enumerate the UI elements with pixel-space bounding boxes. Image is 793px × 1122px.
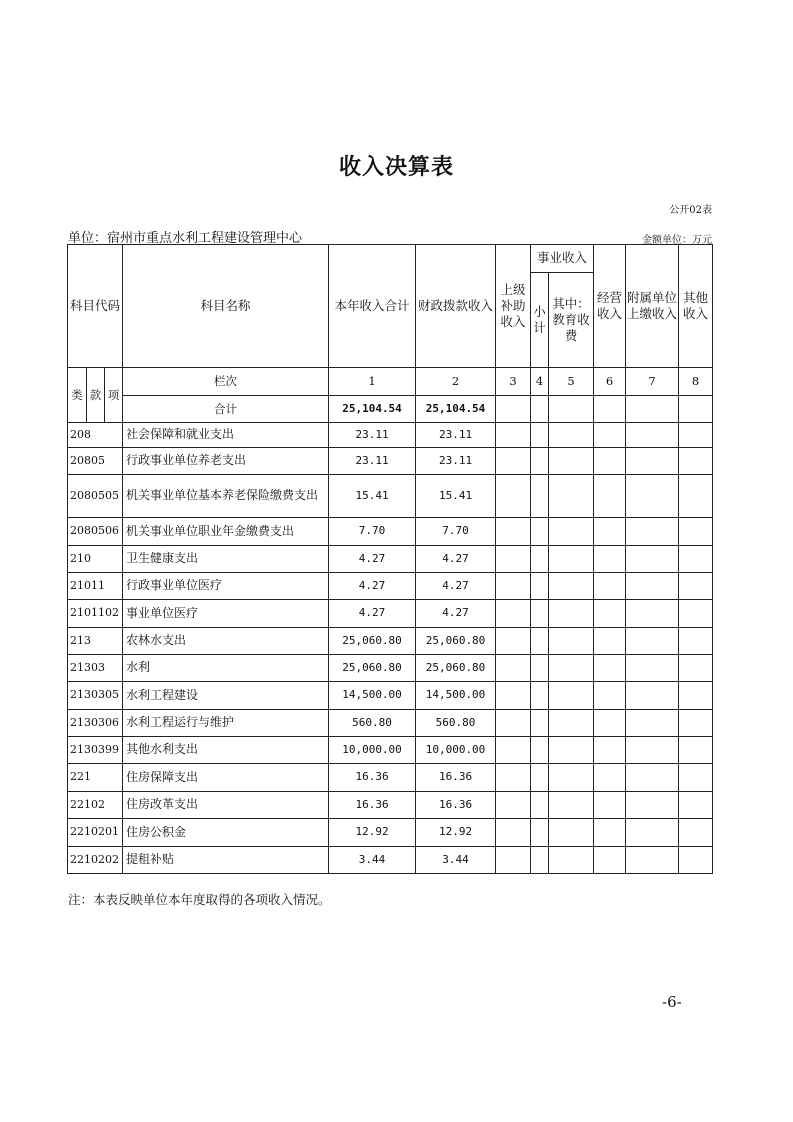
empty-cell xyxy=(531,600,549,628)
row-fiscal: 16.36 xyxy=(416,792,496,819)
empty-cell xyxy=(679,655,713,682)
empty-cell xyxy=(679,396,713,423)
row-code: 2080506 xyxy=(68,518,123,546)
empty-cell xyxy=(549,448,594,475)
empty-cell xyxy=(679,710,713,737)
column-number: 5 xyxy=(549,368,594,396)
column-number-row xyxy=(68,368,713,396)
empty-cell xyxy=(549,764,594,792)
row-total: 3.44 xyxy=(329,847,416,874)
row-name: 住房改革支出 xyxy=(123,792,329,819)
row-total: 4.27 xyxy=(329,600,416,628)
empty-cell xyxy=(496,600,531,628)
table-row xyxy=(68,682,713,710)
empty-cell xyxy=(626,518,679,546)
row-name: 住房公积金 xyxy=(123,819,329,847)
empty-cell xyxy=(531,396,549,423)
empty-cell xyxy=(679,764,713,792)
empty-cell xyxy=(626,546,679,573)
income-table xyxy=(67,244,713,874)
row-name: 水利工程建设 xyxy=(123,682,329,710)
empty-cell xyxy=(626,396,679,423)
row-total: 7.70 xyxy=(329,518,416,546)
empty-cell xyxy=(626,475,679,518)
row-total: 25,060.80 xyxy=(329,655,416,682)
empty-cell xyxy=(594,600,626,628)
row-code: 221 xyxy=(68,764,123,792)
data-rows xyxy=(68,423,713,874)
row-fiscal: 15.41 xyxy=(416,475,496,518)
empty-cell xyxy=(594,628,626,655)
column-label: 栏次 xyxy=(123,368,329,396)
row-fiscal: 4.27 xyxy=(416,600,496,628)
header-row-1 xyxy=(68,245,713,273)
empty-cell xyxy=(549,423,594,448)
empty-cell xyxy=(679,792,713,819)
column-number: 7 xyxy=(626,368,679,396)
empty-cell xyxy=(496,847,531,874)
empty-cell xyxy=(594,546,626,573)
row-name: 其他水利支出 xyxy=(123,737,329,764)
header-lei: 类 xyxy=(68,368,87,423)
row-total: 16.36 xyxy=(329,792,416,819)
row-total: 15.41 xyxy=(329,475,416,518)
header-subtotal: 小计 xyxy=(531,273,549,368)
empty-cell xyxy=(594,847,626,874)
empty-cell xyxy=(626,682,679,710)
header-code: 科目代码 xyxy=(68,245,123,368)
header-superior: 上级补助收入 xyxy=(496,245,531,368)
row-fiscal: 10,000.00 xyxy=(416,737,496,764)
empty-cell xyxy=(531,546,549,573)
row-total: 12.92 xyxy=(329,819,416,847)
empty-cell xyxy=(626,573,679,600)
row-fiscal: 25,060.80 xyxy=(416,655,496,682)
row-code: 2210202 xyxy=(68,847,123,874)
empty-cell xyxy=(679,518,713,546)
empty-cell xyxy=(594,518,626,546)
empty-cell xyxy=(679,546,713,573)
column-number: 1 xyxy=(329,368,416,396)
row-fiscal: 23.11 xyxy=(416,423,496,448)
empty-cell xyxy=(679,819,713,847)
row-name: 农林水支出 xyxy=(123,628,329,655)
row-code: 22102 xyxy=(68,792,123,819)
row-code: 20805 xyxy=(68,448,123,475)
row-code: 21303 xyxy=(68,655,123,682)
header-other: 其他收入 xyxy=(679,245,713,368)
row-name: 行政事业单位医疗 xyxy=(123,573,329,600)
empty-cell xyxy=(531,847,549,874)
empty-cell xyxy=(531,764,549,792)
row-code: 208 xyxy=(68,423,123,448)
empty-cell xyxy=(594,396,626,423)
row-fiscal: 560.80 xyxy=(416,710,496,737)
table-row xyxy=(68,518,713,546)
row-fiscal: 3.44 xyxy=(416,847,496,874)
row-fiscal: 23.11 xyxy=(416,448,496,475)
empty-cell xyxy=(679,423,713,448)
empty-cell xyxy=(549,655,594,682)
table-row xyxy=(68,546,713,573)
empty-cell xyxy=(594,792,626,819)
empty-cell xyxy=(549,737,594,764)
empty-cell xyxy=(531,819,549,847)
column-number: 2 xyxy=(416,368,496,396)
table-row xyxy=(68,655,713,682)
empty-cell xyxy=(549,847,594,874)
summary-fiscal: 25,104.54 xyxy=(416,396,496,423)
empty-cell xyxy=(594,448,626,475)
empty-cell xyxy=(531,475,549,518)
table-row xyxy=(68,819,713,847)
table-row xyxy=(68,847,713,874)
summary-total: 25,104.54 xyxy=(329,396,416,423)
empty-cell xyxy=(549,573,594,600)
empty-cell xyxy=(531,737,549,764)
row-name: 社会保障和就业支出 xyxy=(123,423,329,448)
row-code: 2080505 xyxy=(68,475,123,518)
empty-cell xyxy=(679,475,713,518)
row-code: 210 xyxy=(68,546,123,573)
row-total: 23.11 xyxy=(329,423,416,448)
empty-cell xyxy=(626,600,679,628)
row-code: 2130306 xyxy=(68,710,123,737)
page-number: -6- xyxy=(662,993,682,1011)
table-row xyxy=(68,710,713,737)
row-fiscal: 16.36 xyxy=(416,764,496,792)
empty-cell xyxy=(549,682,594,710)
empty-cell xyxy=(531,682,549,710)
table-row xyxy=(68,792,713,819)
header-business-group: 事业收入 xyxy=(531,245,594,273)
empty-cell xyxy=(531,655,549,682)
empty-cell xyxy=(626,710,679,737)
table-row xyxy=(68,573,713,600)
header-operating: 经营收入 xyxy=(594,245,626,368)
empty-cell xyxy=(679,682,713,710)
empty-cell xyxy=(594,737,626,764)
empty-cell xyxy=(496,448,531,475)
empty-cell xyxy=(531,573,549,600)
empty-cell xyxy=(594,710,626,737)
empty-cell xyxy=(626,628,679,655)
row-name: 住房保障支出 xyxy=(123,764,329,792)
table-row xyxy=(68,475,713,518)
empty-cell xyxy=(594,819,626,847)
empty-cell xyxy=(626,423,679,448)
empty-cell xyxy=(549,628,594,655)
row-total: 4.27 xyxy=(329,573,416,600)
empty-cell xyxy=(594,475,626,518)
table-row xyxy=(68,448,713,475)
row-fiscal: 25,060.80 xyxy=(416,628,496,655)
column-number: 6 xyxy=(594,368,626,396)
empty-cell xyxy=(679,448,713,475)
empty-cell xyxy=(496,518,531,546)
empty-cell xyxy=(496,792,531,819)
header-fiscal: 财政拨款收入 xyxy=(416,245,496,368)
page-title: 收入决算表 xyxy=(338,155,454,180)
empty-cell xyxy=(549,792,594,819)
empty-cell xyxy=(531,518,549,546)
empty-cell xyxy=(531,628,549,655)
header-xiang: 项 xyxy=(105,368,123,423)
row-code: 2130399 xyxy=(68,737,123,764)
empty-cell xyxy=(626,737,679,764)
empty-cell xyxy=(594,423,626,448)
empty-cell xyxy=(626,792,679,819)
empty-cell xyxy=(496,573,531,600)
empty-cell xyxy=(496,710,531,737)
empty-cell xyxy=(531,423,549,448)
empty-cell xyxy=(531,792,549,819)
empty-cell xyxy=(496,475,531,518)
empty-cell xyxy=(594,682,626,710)
empty-cell xyxy=(531,448,549,475)
summary-row xyxy=(68,396,713,423)
empty-cell xyxy=(531,710,549,737)
empty-cell xyxy=(549,600,594,628)
row-fiscal: 4.27 xyxy=(416,546,496,573)
header-education: 其中：教育收费 xyxy=(549,273,594,368)
row-name: 机关事业单位职业年金缴费支出 xyxy=(123,518,329,546)
row-total: 14,500.00 xyxy=(329,682,416,710)
row-name: 事业单位医疗 xyxy=(123,600,329,628)
empty-cell xyxy=(549,518,594,546)
row-total: 4.27 xyxy=(329,546,416,573)
empty-cell xyxy=(496,546,531,573)
table-row xyxy=(68,764,713,792)
row-name: 提租补贴 xyxy=(123,847,329,874)
empty-cell xyxy=(496,655,531,682)
row-code: 2101102 xyxy=(68,600,123,628)
footnote: 注：本表反映单位本年度取得的各项收入情况。 xyxy=(68,892,331,907)
unit-label: 单位：宿州市重点水利工程建设管理中心 xyxy=(68,231,303,246)
empty-cell xyxy=(496,764,531,792)
table-row xyxy=(68,423,713,448)
row-name: 卫生健康支出 xyxy=(123,546,329,573)
row-name: 水利工程运行与维护 xyxy=(123,710,329,737)
empty-cell xyxy=(679,573,713,600)
empty-cell xyxy=(626,764,679,792)
empty-cell xyxy=(594,764,626,792)
empty-cell xyxy=(496,396,531,423)
empty-cell xyxy=(496,737,531,764)
row-fiscal: 7.70 xyxy=(416,518,496,546)
empty-cell xyxy=(626,655,679,682)
summary-label: 合计 xyxy=(123,396,329,423)
column-number: 3 xyxy=(496,368,531,396)
row-total: 10,000.00 xyxy=(329,737,416,764)
empty-cell xyxy=(549,710,594,737)
row-code: 213 xyxy=(68,628,123,655)
row-code: 2210201 xyxy=(68,819,123,847)
row-name: 行政事业单位养老支出 xyxy=(123,448,329,475)
table-row xyxy=(68,737,713,764)
table-row xyxy=(68,628,713,655)
column-number: 4 xyxy=(531,368,549,396)
row-total: 16.36 xyxy=(329,764,416,792)
empty-cell xyxy=(496,819,531,847)
amount-unit: 金额单位：万元 xyxy=(642,235,712,246)
empty-cell xyxy=(549,819,594,847)
row-name: 机关事业单位基本养老保险缴费支出 xyxy=(123,475,329,518)
empty-cell xyxy=(626,448,679,475)
table-row xyxy=(68,600,713,628)
column-number: 8 xyxy=(679,368,713,396)
empty-cell xyxy=(549,475,594,518)
header-name: 科目名称 xyxy=(123,245,329,368)
empty-cell xyxy=(594,655,626,682)
row-fiscal: 4.27 xyxy=(416,573,496,600)
empty-cell xyxy=(679,737,713,764)
empty-cell xyxy=(626,847,679,874)
empty-cell xyxy=(496,423,531,448)
row-total: 25,060.80 xyxy=(329,628,416,655)
empty-cell xyxy=(626,819,679,847)
empty-cell xyxy=(679,628,713,655)
row-name: 水利 xyxy=(123,655,329,682)
empty-cell xyxy=(549,546,594,573)
empty-cell xyxy=(679,600,713,628)
empty-cell xyxy=(594,573,626,600)
row-total: 23.11 xyxy=(329,448,416,475)
row-code: 2130305 xyxy=(68,682,123,710)
header-total: 本年收入合计 xyxy=(329,245,416,368)
empty-cell xyxy=(496,682,531,710)
empty-cell xyxy=(679,847,713,874)
row-fiscal: 14,500.00 xyxy=(416,682,496,710)
row-fiscal: 12.92 xyxy=(416,819,496,847)
form-number: 公开02表 xyxy=(669,205,712,216)
header-affiliated: 附属单位上缴收入 xyxy=(626,245,679,368)
row-total: 560.80 xyxy=(329,710,416,737)
header-kuan: 款 xyxy=(87,368,105,423)
row-code: 21011 xyxy=(68,573,123,600)
empty-cell xyxy=(496,628,531,655)
empty-cell xyxy=(549,396,594,423)
